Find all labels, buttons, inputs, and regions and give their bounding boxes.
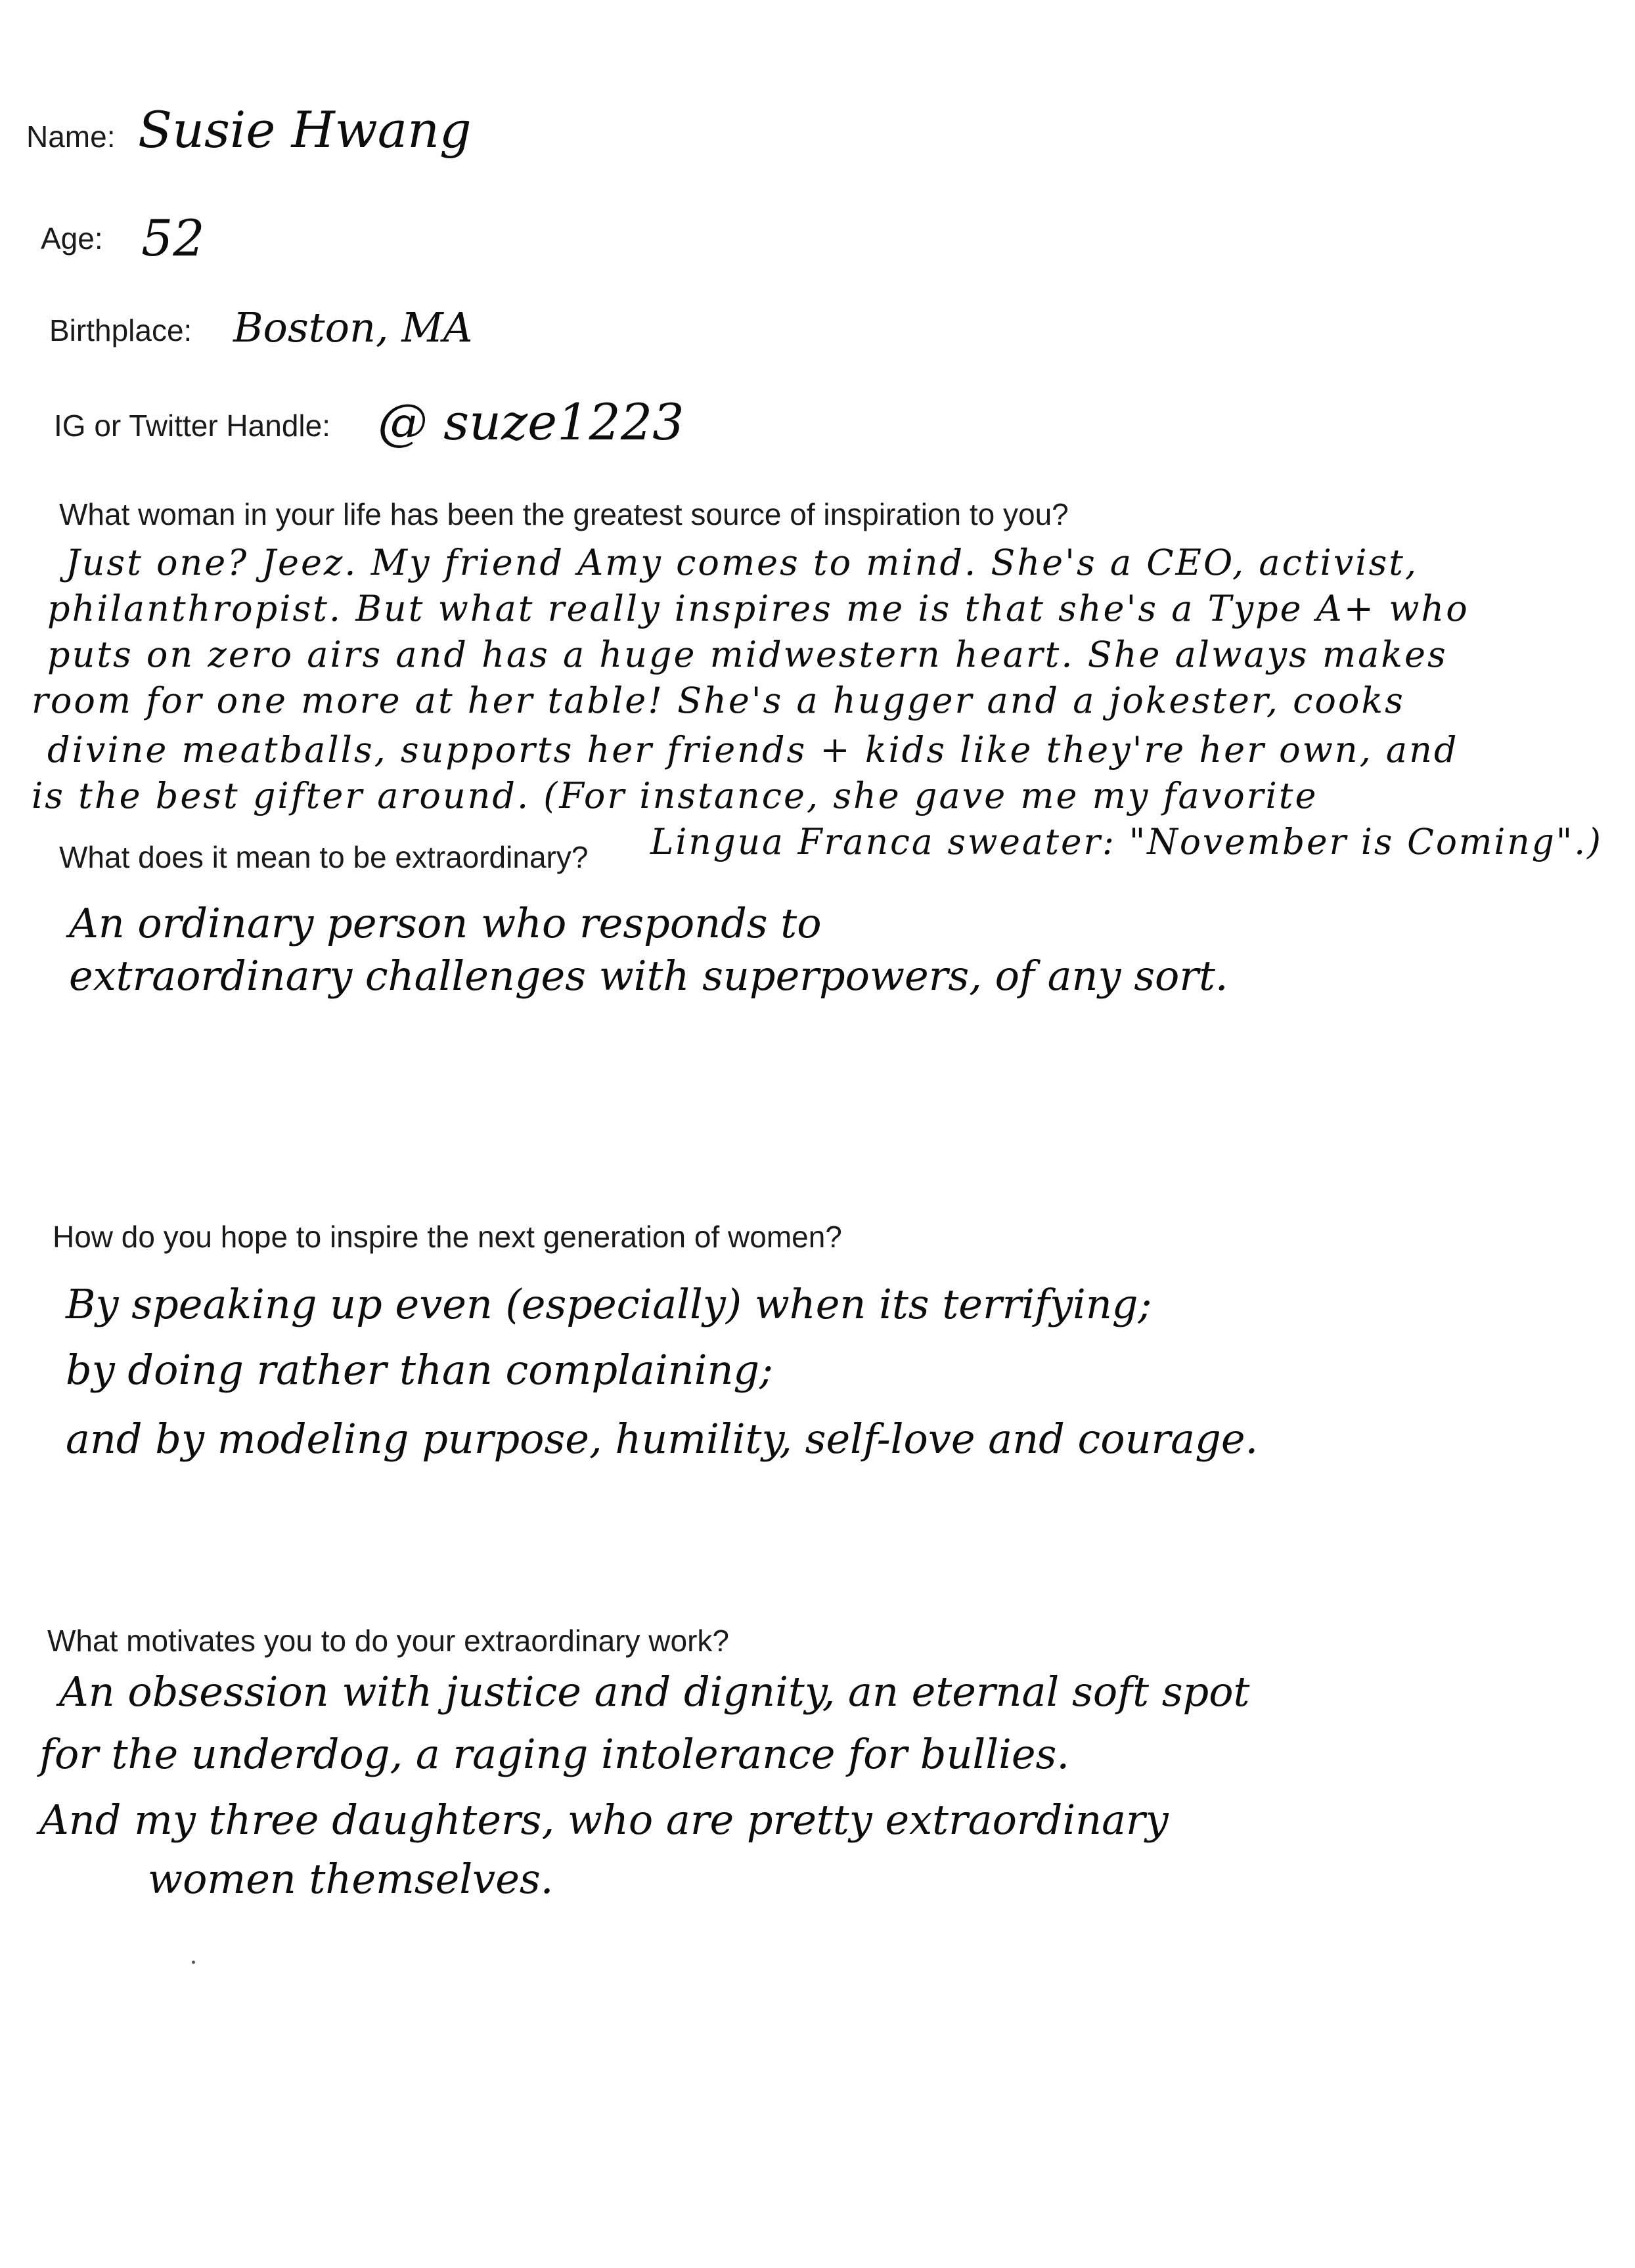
- answer-next-generation-line: By speaking up even (especially) when its terrifying;: [66, 1280, 1152, 1328]
- question-inspiration: What woman in your life has been the greatest source of inspiration to you?: [59, 497, 1069, 531]
- handle-value: @ suze1223: [378, 393, 684, 451]
- answer-next-generation-line: by doing rather than complaining;: [66, 1346, 773, 1394]
- answer-inspiration-line: philanthropist. But what really inspires me is that she's a Type A+ who: [47, 588, 1469, 629]
- answer-inspiration-line: Lingua Franca sweater: "November is Coming".): [650, 821, 1603, 862]
- birthplace-value: Boston, MA: [233, 303, 473, 351]
- answer-inspiration-line: puts on zero airs and has a huge midwestern heart. She always makes: [47, 634, 1448, 675]
- answer-inspiration-line: Just one? Jeez. My friend Amy comes to mind. She's a CEO, activist,: [66, 542, 1419, 583]
- question-extraordinary: What does it mean to be extraordinary?: [59, 840, 589, 874]
- answer-extraordinary-line: An ordinary person who responds to: [69, 899, 822, 947]
- answer-next-generation-line: and by modeling purpose, humility, self-love and courage.: [66, 1415, 1259, 1463]
- question-motivation: What motivates you to do your extraordinary work?: [47, 1624, 730, 1658]
- name-label: Name:: [26, 120, 116, 154]
- answer-extraordinary-line: extraordinary challenges with superpowers, of any sort.: [69, 952, 1228, 1000]
- answer-motivation-line: And my three daughters, who are pretty extraordinary: [39, 1796, 1169, 1844]
- stray-mark: [192, 1961, 195, 1964]
- age-value: 52: [141, 209, 205, 267]
- age-label: Age:: [41, 221, 103, 256]
- answer-motivation-line: women themselves.: [148, 1855, 554, 1903]
- answer-motivation-line: for the underdog, a raging intolerance for bullies.: [39, 1730, 1070, 1778]
- question-next-generation: How do you hope to inspire the next generation of women?: [53, 1220, 842, 1254]
- answer-inspiration-line: divine meatballs, supports her friends + kids like they're her own, and: [47, 729, 1459, 770]
- answer-motivation-line: An obsession with justice and dignity, an eternal soft spot: [59, 1668, 1250, 1716]
- answer-inspiration-line: room for one more at her table! She's a hugger and a jokester, cooks: [32, 680, 1405, 721]
- handle-label: IG or Twitter Handle:: [54, 409, 330, 443]
- answer-inspiration-line: is the best gifter around. (For instance, she gave me my favorite: [32, 775, 1318, 816]
- birthplace-label: Birthplace:: [49, 313, 192, 347]
- name-value: Susie Hwang: [138, 100, 472, 159]
